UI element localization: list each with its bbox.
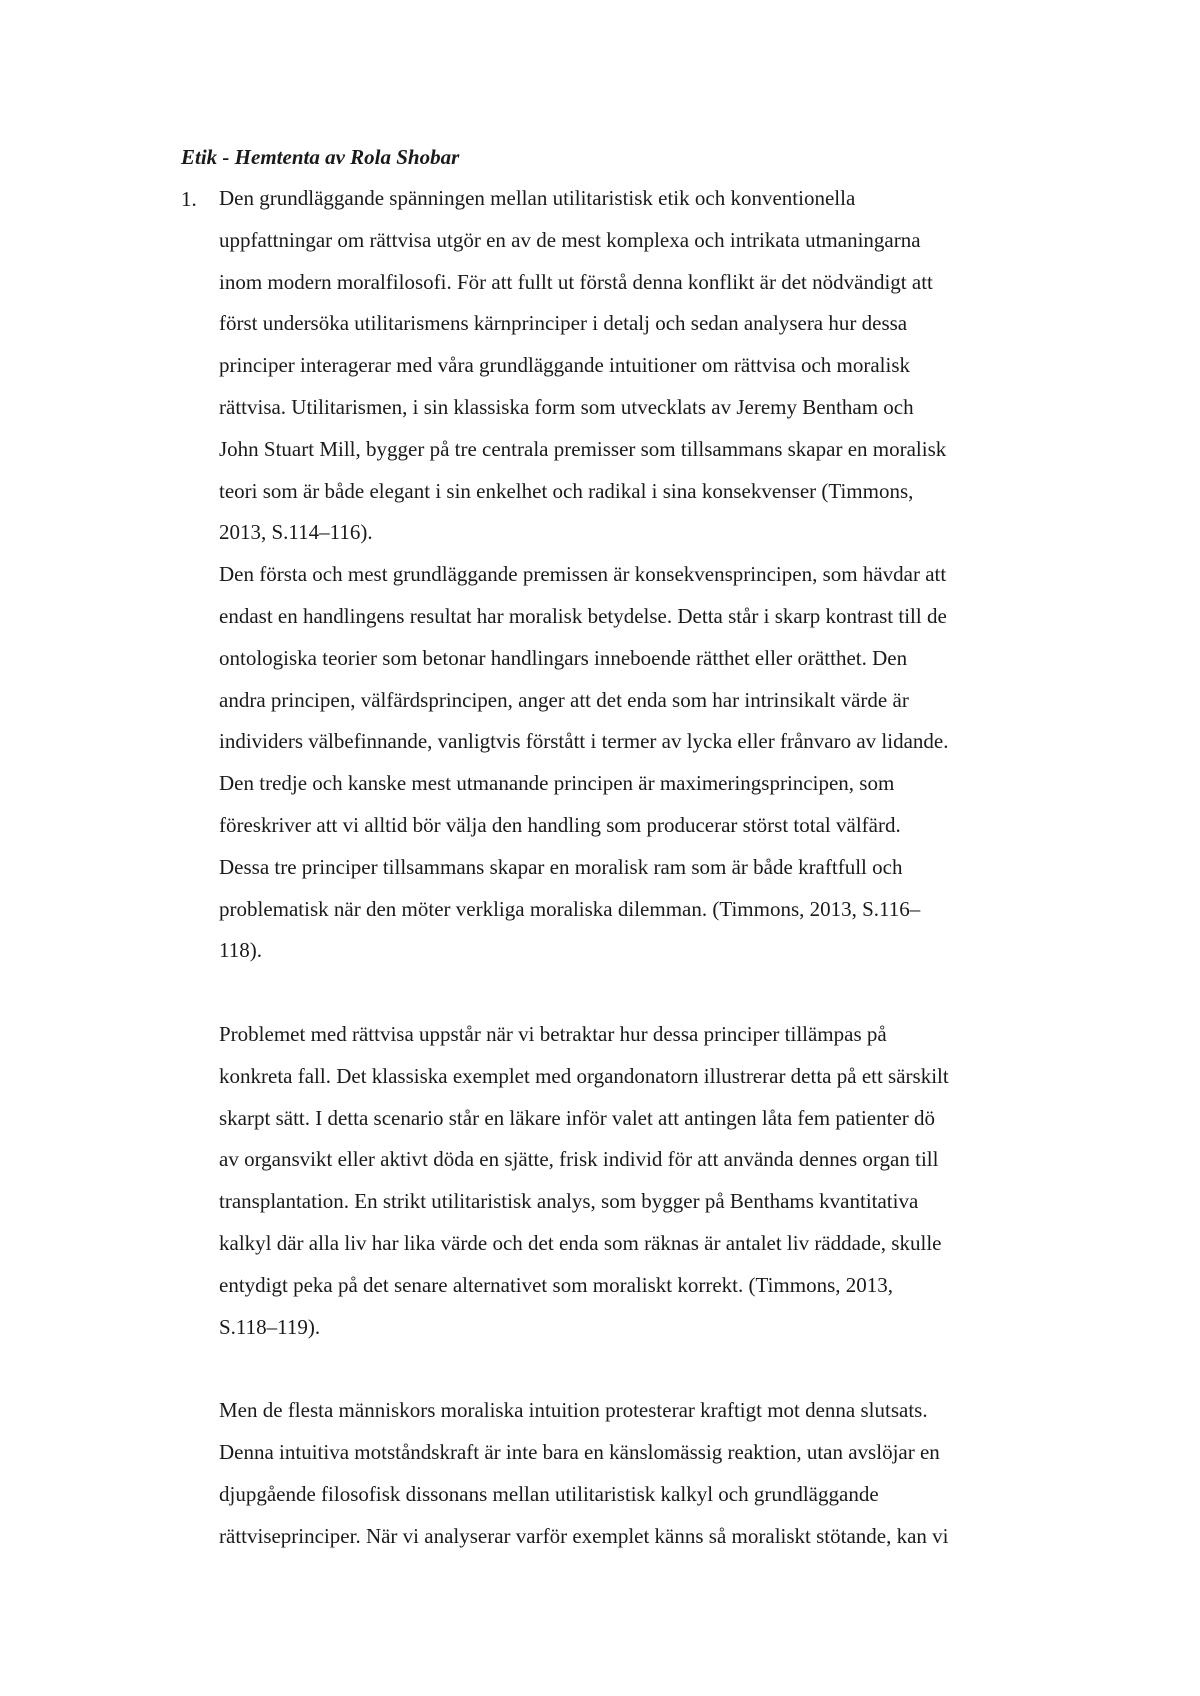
document-body	[219, 178, 1099, 1557]
text-line: Den första och mest grundläggande premissen är konsekvensprincipen, som hävdar att	[219, 562, 947, 587]
text-line: transplantation. En strikt utilitaristisk analys, som bygger på Benthams kvantitativa	[219, 1189, 919, 1214]
text-line: endast en handlingens resultat har moralisk betydelse. Detta står i skarp kontrast till de	[219, 603, 947, 628]
text-line: Den grundläggande spänningen mellan utilitaristisk etik och konventionella	[219, 186, 856, 210]
text-line: av organsvikt eller aktivt döda en sjätte, frisk individ för att använda dennes organ till	[219, 1147, 939, 1172]
text-line: teori som är både elegant i sin enkelhet och radikal i sina konsekvenser (Timmons,	[219, 478, 914, 503]
text-line: föreskriver att vi alltid bör välja den handling som producerar störst total välfärd.	[219, 812, 901, 837]
text-line: inom modern moralfilosofi. För att fullt ut förstå denna konflikt är det nödvändigt att	[219, 269, 933, 294]
text-line: djupgående filosofisk dissonans mellan utilitaristisk kalkyl och grundläggande	[219, 1481, 879, 1506]
paragraph-1	[219, 178, 1099, 554]
text-line: andra principen, välfärdsprincipen, anger att det enda som har intrinsikalt värde är	[219, 687, 909, 712]
paragraph-spacer	[219, 1348, 1099, 1390]
text-line: ontologiska teorier som betonar handlingars inneboende rätthet eller orätthet. Den	[219, 645, 908, 670]
text-line: Men de flesta människors moraliska intuition protesterar kraftigt mot denna slutsats.	[219, 1398, 928, 1423]
text-line: John Stuart Mill, bygger på tre centrala premisser som tillsammans skapar en moralisk	[219, 436, 947, 461]
text-line: kalkyl där alla liv har lika värde och det enda som räknas är antalet liv räddade, skulle	[219, 1230, 942, 1255]
text-line: individers välbefinnande, vanligtvis förstått i termer av lycka eller frånvaro av lidande.	[219, 729, 949, 754]
paragraph-4	[219, 1390, 1099, 1557]
paragraph-3	[219, 1014, 1099, 1348]
text-line: S.118–119).	[219, 1314, 321, 1339]
text-line: problematisk när den möter verkliga moraliska dilemman. (Timmons, 2013, S.116–	[219, 896, 921, 921]
list-number: 1.	[181, 187, 197, 211]
text-line: Denna intuitiva motståndskraft är inte bara en känslomässig reaktion, utan avslöjar en	[219, 1439, 940, 1464]
text-line: principer interagerar med våra grundläggande intuitioner om rättvisa och moralisk	[219, 353, 911, 378]
text-line: rättviseprinciper. När vi analyserar varför exemplet känns så moraliskt stötande, kan vi	[219, 1523, 949, 1548]
text-line: först undersöka utilitarismens kärnprinciper i detalj och sedan analysera hur dessa	[219, 311, 908, 336]
text-line: Den tredje och kanske mest utmanande principen är maximeringsprincipen, som	[219, 771, 895, 796]
text-line: skarpt sätt. I detta scenario står en läkare inför valet att antingen låta fem patienter dö	[219, 1105, 936, 1130]
text-line: entydigt peka på det senare alternativet som moraliskt korrekt. (Timmons, 2013,	[219, 1272, 893, 1297]
text-line: Dessa tre principer tillsammans skapar en moralisk ram som är både kraftfull och	[219, 854, 903, 879]
document-title: Etik - Hemtenta av Rola Shobar	[181, 145, 460, 169]
text-line: 2013, S.114–116).	[219, 520, 373, 545]
text-line: Problemet med rättvisa uppstår när vi betraktar hur dessa principer tillämpas på	[219, 1021, 887, 1046]
text-line: konkreta fall. Det klassiska exemplet med organdonatorn illustrerar detta på ett särskilt	[219, 1063, 949, 1088]
paragraph-spacer	[219, 972, 1099, 1014]
text-line: rättvisa. Utilitarismen, i sin klassiska form som utvecklats av Jeremy Bentham och	[219, 394, 914, 419]
text-line: 118).	[219, 938, 262, 963]
paragraph-2	[219, 554, 1099, 972]
text-line: uppfattningar om rättvisa utgör en av de mest komplexa och intrikata utmaningarna	[219, 227, 921, 252]
